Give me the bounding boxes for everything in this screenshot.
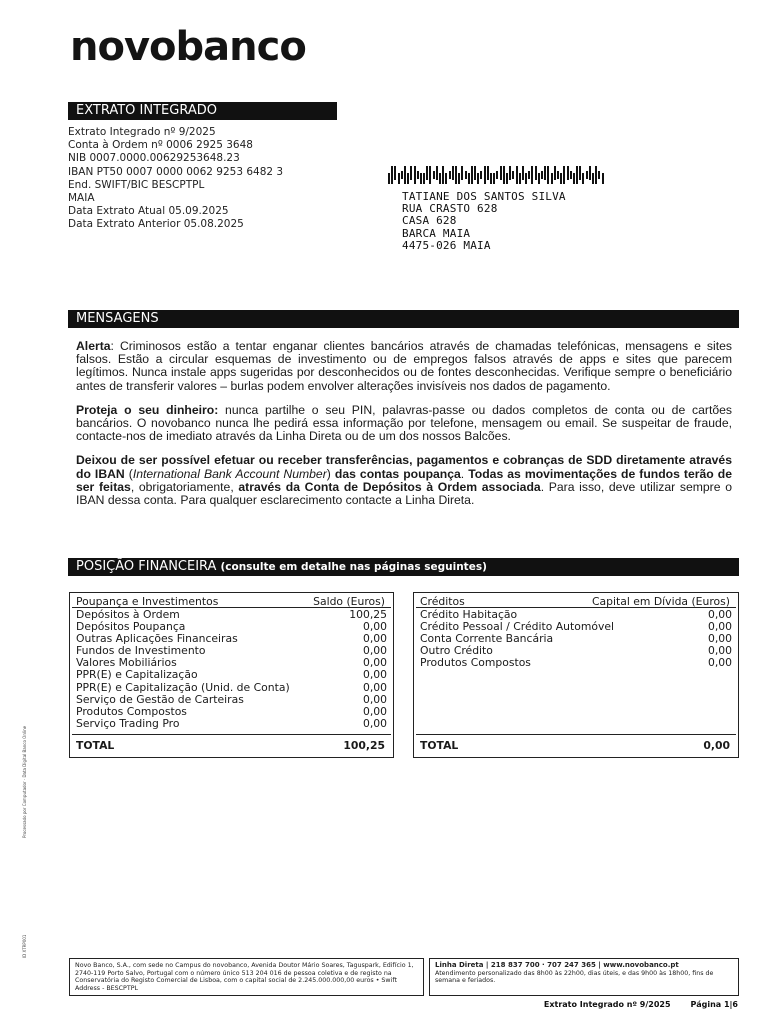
row-label: Depósitos à Ordem <box>76 608 180 621</box>
barcode-bar <box>465 171 467 179</box>
row-label: Crédito Pessoal / Crédito Automóvel <box>420 620 614 634</box>
row-label: Outro Crédito <box>420 644 493 658</box>
bold-fragment: através da Conta de Depósitos à Ordem associada <box>238 479 541 494</box>
row-label: Conta Corrente Bancária <box>420 632 554 646</box>
barcode-bar <box>461 166 463 180</box>
section-subtitle: (consulte em detalhe nas páginas seguintes) <box>220 561 487 573</box>
barcode-bar <box>468 173 470 184</box>
barcode-bar <box>528 171 530 179</box>
barcode-bar <box>598 171 600 179</box>
nib: NIB 0007.0000.00629253648.23 <box>68 152 240 165</box>
barcode-bar <box>398 173 400 184</box>
barcode-bar <box>595 166 597 184</box>
iban-notice-bold: Deixou de ser possível efetuar ou receber transferências, pagamentos e cobranças de SDD diretamente através do IBAN <box>76 453 732 481</box>
barcode-bar <box>493 173 495 184</box>
side-document-id: ID XTRP001 <box>22 934 27 958</box>
message-alert <box>76 340 732 393</box>
text-fragment: ) <box>326 466 335 481</box>
barcode-bar <box>551 173 553 184</box>
barcode-bar <box>586 171 588 179</box>
barcode-bar <box>436 166 438 180</box>
total-label: TOTAL <box>420 739 459 752</box>
row-value: 0,00 <box>707 644 732 658</box>
table-total-row <box>416 734 736 752</box>
barcode-bar <box>525 173 527 184</box>
barcode-bar <box>407 173 409 184</box>
swift-bic: End. SWIFT/BIC BESCPTPL <box>68 178 205 191</box>
row-value: 0,00 <box>362 668 387 682</box>
row-value: 0,00 <box>362 716 387 730</box>
row-value: 0,00 <box>362 656 387 670</box>
table-row <box>76 718 387 730</box>
barcode-bar <box>506 173 508 184</box>
barcode-bar <box>442 166 444 184</box>
barcode-bar <box>582 173 584 184</box>
table-rows <box>70 608 393 730</box>
alert-text: : Criminosos estão a tentar enganar clientes bancários através de chamadas telefónicas, mensagens e sites falsos. Estão a circular esquemas de investimento ou de empregos falsos através de apps e sites que parecem legítimos. Nunca instale apps sugeridas por desconhecidos ou de fontes desconhecidas. Verifique sempre o beneficiário antes de transferir valores – burlas podem envolver alterações invisíveis nos dados de pagamento. <box>76 339 732 393</box>
row-label: Produtos Compostos <box>420 656 531 670</box>
barcode-bar <box>394 166 396 180</box>
barcode-bar <box>567 166 569 180</box>
document-label: Extrato Integrado nº 9/2025 <box>543 1000 671 1009</box>
iban: IBAN PT50 0007 0000 0062 9253 6482 3 <box>68 165 284 178</box>
footer-page-info <box>544 1000 738 1009</box>
section-mensagens <box>68 310 739 328</box>
address-line-1: RUA CRASTO 628 <box>402 202 498 216</box>
table-rows <box>414 608 738 669</box>
row-label: PPR(E) e Capitalização (Unid. de Conta) <box>76 680 290 694</box>
barcode-bar <box>519 173 521 184</box>
barcode-bar <box>589 166 591 180</box>
row-value: 0,00 <box>362 632 387 646</box>
barcode-bar <box>487 166 489 180</box>
text-fragment: . <box>460 466 469 481</box>
barcode-bar <box>570 171 572 179</box>
credits-table <box>413 592 739 758</box>
table-row <box>76 682 387 694</box>
text-fragment: ( <box>124 466 133 481</box>
section-title: POSIÇÃO FINANCEIRA <box>76 559 217 574</box>
row-value: 0,00 <box>707 608 732 621</box>
protect-label: Proteja o seu dinheiro: <box>76 402 219 417</box>
row-label: PPR(E) e Capitalização <box>76 668 198 682</box>
table-header <box>416 593 736 608</box>
column-header: Créditos <box>420 595 465 608</box>
footer-legal-info: Novo Banco, S.A., com sede no Campus do novobanco, Avenida Doutor Mário Soares, Taguspark, Edifício 1, 2740-119 Porto Salvo, Portugal com o número único 513 204 016 de pessoa coletiva e de registo na Conservatória do Registo Comercial de Lisboa, com o capital social de 2.245.000.000,00 euros • Swift Address - BESCPTPL <box>69 958 424 996</box>
recipient-address <box>402 191 566 252</box>
messages-body <box>76 340 732 518</box>
barcode-bar <box>554 166 556 180</box>
barcode-bar <box>512 171 514 179</box>
recipient-name: TATIANE DOS SANTOS SILVA <box>402 190 566 203</box>
bold-fragment: das contas poupança <box>334 466 461 481</box>
barcode-bar <box>477 173 479 184</box>
row-value: 0,00 <box>362 680 387 694</box>
total-value: 0,00 <box>703 739 730 752</box>
barcode-bar <box>439 173 441 184</box>
barcode-bar <box>474 166 476 180</box>
protect-text: nunca partilhe o seu PIN, palavras-passe ou dados completos de conta ou de cartões bancários. O novobanco nunca lhe pedirá essa informação por telefone, mensagem ou email. Se suspeitar de fraude, contacte-nos de imediato através da Linha Direta ou de um dos nossos Balcões. <box>76 402 732 444</box>
barcode-bar <box>414 166 416 184</box>
column-header: Capital em Dívida (Euros) <box>591 595 730 608</box>
row-label: Produtos Compostos <box>76 704 187 718</box>
barcode-bar <box>509 166 511 180</box>
side-processing-note: Processado por Computador · Data Digital Banco Online <box>22 725 27 838</box>
alert-label: Alerta <box>76 339 111 353</box>
barcode-bar <box>573 173 575 184</box>
barcode-bar <box>496 171 498 179</box>
barcode-bar <box>433 171 435 179</box>
address-line-3: BARCA MAIA <box>402 226 471 240</box>
table-header <box>72 593 391 608</box>
barcode-bar <box>592 173 594 184</box>
barcode-bar <box>484 166 486 184</box>
barcode-bar <box>445 173 447 184</box>
statement-metadata <box>68 126 283 232</box>
section-title: EXTRATO INTEGRADO <box>76 103 217 118</box>
row-label: Crédito Habitação <box>420 608 518 621</box>
novobanco-logo: novobanco <box>70 24 306 70</box>
barcode-bar <box>579 166 581 180</box>
statement-number: Extrato Integrado nº 9/2025 <box>68 126 216 138</box>
barcode-bar <box>388 173 390 184</box>
barcode-bar <box>417 171 419 179</box>
barcode-bar <box>602 173 604 184</box>
contact-line: Linha Direta | 218 837 700 · 707 247 365 | www.novobanco.pt <box>435 961 679 969</box>
row-value: 0,00 <box>362 620 387 634</box>
savings-investments-table <box>69 592 394 758</box>
barcode-bar <box>544 166 546 180</box>
barcode-bar <box>391 166 393 184</box>
barcode-bar <box>547 166 549 184</box>
barcode-bar <box>538 173 540 184</box>
barcode-bar <box>401 171 403 179</box>
text-fragment: . Para isso, deve utilizar sempre o IBAN dessa conta. Para qualquer esclarecimento contacte a Linha Direta. <box>76 479 732 508</box>
postal-barcode <box>388 166 604 184</box>
row-label: Valores Mobiliários <box>76 656 177 670</box>
message-iban-change <box>76 454 732 507</box>
barcode-bar <box>420 173 422 184</box>
barcode-bar <box>480 171 482 179</box>
row-value: 0,00 <box>362 644 387 658</box>
address-line-2: CASA 628 <box>402 214 457 228</box>
row-label: Fundos de Investimento <box>76 644 206 658</box>
column-header: Saldo (Euros) <box>313 595 385 608</box>
row-value: 0,00 <box>707 620 732 634</box>
table-row <box>76 694 387 706</box>
barcode-bar <box>410 166 412 180</box>
page-number: Página 1|6 <box>690 1000 738 1009</box>
barcode-bar <box>490 173 492 184</box>
row-label: Serviço de Gestão de Carteiras <box>76 692 244 706</box>
barcode-bar <box>576 166 578 184</box>
barcode-bar <box>522 166 524 180</box>
barcode-bar <box>500 166 502 180</box>
text-fragment: , obrigatoriamente, <box>130 479 239 494</box>
total-label: TOTAL <box>76 739 115 752</box>
barcode-bar <box>531 166 533 184</box>
row-value: 0,00 <box>707 632 732 646</box>
row-label: Serviço Trading Pro <box>76 716 180 730</box>
barcode-bar <box>560 173 562 184</box>
barcode-bar <box>535 166 537 180</box>
row-value: 100,25 <box>349 608 387 621</box>
previous-statement-date: Data Extrato Anterior 05.08.2025 <box>68 218 244 231</box>
table-row <box>420 657 732 669</box>
current-statement-date: Data Extrato Atual 05.09.2025 <box>68 205 229 218</box>
barcode-bar <box>516 166 518 184</box>
bold-fragment: Todas as movimentações de fundos terão de ser feitas <box>76 466 732 494</box>
row-value: 0,00 <box>707 656 732 670</box>
row-label: Outras Aplicações Financeiras <box>76 632 238 646</box>
account-number: Conta à Ordem nº 0006 2925 3648 <box>68 139 253 152</box>
barcode-bar <box>458 173 460 184</box>
barcode-bar <box>423 173 425 184</box>
contact-hours: Atendimento personalizado das 8h00 às 22h00, dias úteis, e das 9h00 às 18h00, fins de semana e feriados. <box>435 969 714 985</box>
barcode-bar <box>429 166 431 184</box>
barcode-bar <box>503 166 505 184</box>
barcode-bar <box>557 171 559 179</box>
barcode-bar <box>541 171 543 179</box>
barcode-bar <box>471 166 473 184</box>
row-label: Depósitos Poupança <box>76 620 186 634</box>
section-posicao-financeira <box>68 558 739 576</box>
barcode-bar <box>452 166 454 180</box>
column-header: Poupança e Investimentos <box>76 595 219 608</box>
table-row <box>76 669 387 681</box>
barcode-bar <box>449 171 451 179</box>
row-value: 0,00 <box>362 704 387 718</box>
row-value: 0,00 <box>362 692 387 706</box>
iban-expansion: International Bank Account Number <box>132 466 327 481</box>
section-extrato-integrado <box>68 102 337 120</box>
postal-code-city: 4475-026 MAIA <box>402 238 491 252</box>
table-total-row <box>72 734 391 752</box>
barcode-bar <box>455 166 457 184</box>
barcode-bar <box>426 166 428 180</box>
section-title: MENSAGENS <box>76 311 159 326</box>
barcode-bar <box>404 166 406 184</box>
message-protect <box>76 404 732 444</box>
footer-contact-info <box>429 958 739 996</box>
branch: MAIA <box>68 192 95 205</box>
barcode-bar <box>563 166 565 184</box>
total-value: 100,25 <box>343 739 385 752</box>
